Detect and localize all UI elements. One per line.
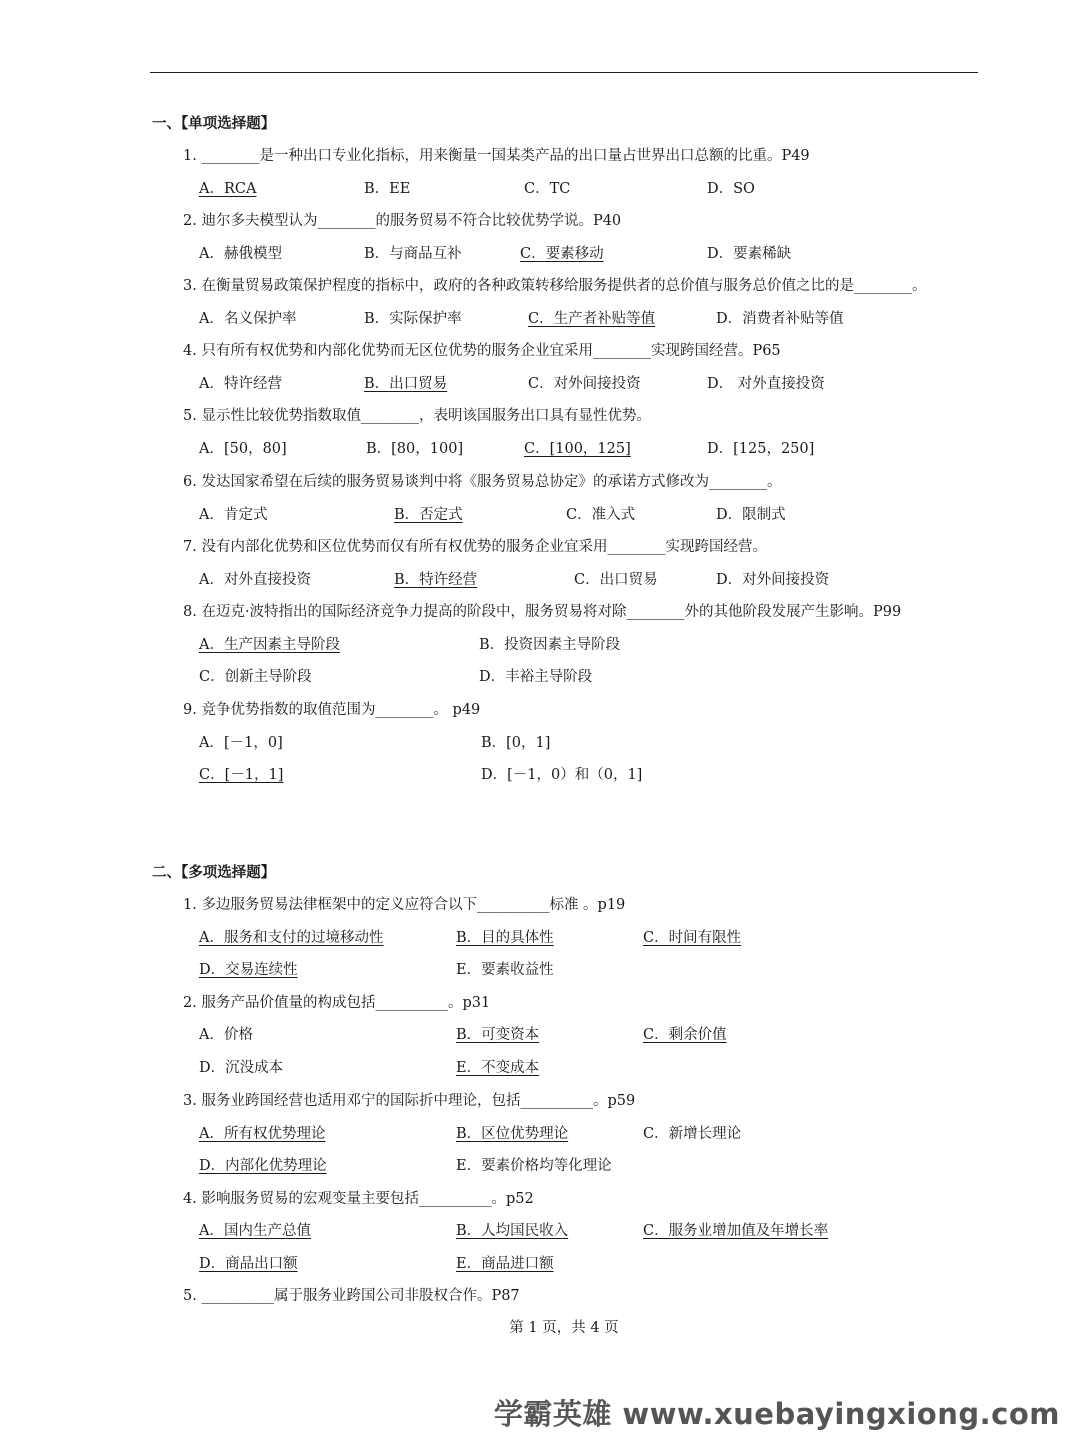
page-number: 第 1 页，共 4 页 — [509, 1320, 619, 1336]
s1-q5-option-d: D．[125，250] — [707, 441, 815, 457]
s2-q2-option-d: D．沉没成本 — [199, 1060, 284, 1076]
s1-q5-option-c: C．[100，125] — [524, 441, 631, 457]
s1-q3-option-d: D．消费者补贴等值 — [716, 311, 844, 327]
s1-q6-stem: 6. 发达国家希望在后续的服务贸易谈判中将《服务贸易总协定》的承诺方式修改为________。 — [183, 474, 782, 490]
s2-q1-option-b: B．目的具体性 — [456, 930, 554, 946]
s2-q4-option-c: C．服务业增加值及年增长率 — [643, 1223, 829, 1239]
s1-q4-option-c: C．对外间接投资 — [528, 376, 641, 392]
s2-q4-option-a: A．国内生产总值 — [199, 1223, 311, 1239]
s1-q4-option-a: A．特许经营 — [199, 376, 282, 392]
s2-q2-option-a: A．价格 — [199, 1027, 253, 1043]
s1-q2-option-a: A．赫俄模型 — [199, 246, 282, 262]
s1-q4-option-b: B．出口贸易 — [364, 376, 448, 392]
s1-q5-stem: 5. 显示性比较优势指数取值________，表明该国服务出口具有显性优势。 — [183, 408, 651, 424]
s2-q5-stem: 5. __________属于服务业跨国公司非股权合作。P87 — [183, 1288, 520, 1304]
s1-q8-stem: 8. 在迈克·波特指出的国际经济竞争力提高的阶段中，服务贸易将对除________外的其他阶段发展产生影响。P99 — [183, 604, 902, 620]
s2-q1-option-e: E．要素收益性 — [456, 962, 554, 978]
s1-q2-option-d: D．要素稀缺 — [707, 246, 792, 262]
section1-heading: 一、【单项选择题】 — [152, 116, 276, 132]
s2-q2-stem: 2. 服务产品价值量的构成包括__________。p31 — [183, 995, 491, 1011]
s1-q3-option-c: C．生产者补贴等值 — [528, 311, 656, 327]
s1-q5-option-a: A．[50，80] — [199, 441, 287, 457]
s2-q4-option-d: D．商品出口额 — [199, 1256, 298, 1272]
s2-q4-stem: 4. 影响服务贸易的宏观变量主要包括__________。p52 — [183, 1191, 534, 1207]
s2-q4-option-b: B．人均国民收入 — [456, 1223, 569, 1239]
s1-q1-stem: 1. ________是一种出口专业化指标，用来衡量一国某类产品的出口量占世界出口总额的比重。P49 — [183, 148, 810, 164]
s1-q6-option-d: D．限制式 — [716, 507, 786, 523]
s1-q8-option-c: C．创新主导阶段 — [199, 669, 312, 685]
s2-q2-option-c: C．剩余价值 — [643, 1027, 727, 1043]
s2-q2-option-b: B．可变资本 — [456, 1027, 540, 1043]
s1-q2-stem: 2. 迪尔多夫模型认为________的服务贸易不符合比较优势学说。P40 — [183, 213, 622, 229]
s2-q3-option-c: C．新增长理论 — [643, 1126, 742, 1142]
s1-q7-option-d: D．对外间接投资 — [716, 572, 830, 588]
s1-q4-stem: 4. 只有所有权优势和内部化优势而无区位优势的服务企业宜采用________实现跨国经营。P65 — [183, 343, 781, 359]
s2-q3-option-d: D．内部化优势理论 — [199, 1158, 327, 1174]
s1-q6-option-a: A．肯定式 — [199, 507, 268, 523]
s1-q5-option-b: B．[80，100] — [366, 441, 464, 457]
s1-q8-option-b: B．投资因素主导阶段 — [479, 637, 621, 653]
header-rule — [150, 72, 978, 73]
s1-q9-option-b: B．[0，1] — [481, 735, 551, 751]
s1-q9-option-d: D．[－1，0）和（0，1] — [481, 767, 643, 783]
s2-q3-option-a: A．所有权优势理论 — [199, 1126, 326, 1142]
s1-q1-option-c: C．TC — [524, 181, 571, 197]
s1-q1-option-d: D．SO — [707, 181, 755, 197]
s2-q3-option-b: B．区位优势理论 — [456, 1126, 569, 1142]
s1-q8-option-a: A．生产因素主导阶段 — [199, 637, 340, 653]
s2-q1-stem: 1. 多边服务贸易法律框架中的定义应符合以下__________标准 。p19 — [183, 897, 626, 913]
s2-q1-option-a: A．服务和支付的过境移动性 — [199, 930, 384, 946]
s1-q7-option-c: C．出口贸易 — [574, 572, 658, 588]
s1-q3-option-b: B．实际保护率 — [364, 311, 462, 327]
s1-q6-option-c: C．准入式 — [566, 507, 636, 523]
s2-q1-option-c: C．时间有限性 — [643, 930, 742, 946]
s1-q9-option-c: C．[－1，1] — [199, 767, 284, 783]
s2-q2-option-e: E．不变成本 — [456, 1060, 540, 1076]
s2-q4-option-e: E．商品进口额 — [456, 1256, 554, 1272]
watermark: 学霸英雄 www.xuebayingxiong.com — [493, 1397, 1060, 1431]
s1-q1-option-a: A．RCA — [199, 181, 257, 197]
s1-q2-option-c: C．要素移动 — [520, 246, 604, 262]
s1-q7-option-a: A．对外直接投资 — [199, 572, 311, 588]
s2-q3-option-e: E．要素价格均等化理论 — [456, 1158, 612, 1174]
s1-q1-option-b: B．EE — [364, 181, 411, 197]
s1-q6-option-b: B．否定式 — [394, 507, 463, 523]
s1-q8-option-d: D．丰裕主导阶段 — [479, 669, 593, 685]
s1-q9-option-a: A．[－1，0] — [199, 735, 283, 751]
s2-q3-stem: 3. 服务业跨国经营也适用邓宁的国际折中理论，包括__________。p59 — [183, 1093, 636, 1109]
s1-q3-stem: 3. 在衡量贸易政策保护程度的指标中，政府的各种政策转移给服务提供者的总价值与服务总价值之比的是________。 — [183, 278, 927, 294]
section2-heading: 二、【多项选择题】 — [152, 865, 276, 881]
s1-q3-option-a: A．名义保护率 — [199, 311, 297, 327]
s1-q7-stem: 7. 没有内部化优势和区位优势而仅有所有权优势的服务企业宜采用________实现跨国经营。 — [183, 539, 767, 555]
s1-q9-stem: 9. 竞争优势指数的取值范围为________。 p49 — [183, 702, 481, 718]
s1-q4-option-d: D． 对外直接投资 — [707, 376, 825, 392]
s2-q1-option-d: D．交易连续性 — [199, 962, 298, 978]
s1-q2-option-b: B．与商品互补 — [364, 246, 462, 262]
s1-q7-option-b: B．特许经营 — [394, 572, 478, 588]
